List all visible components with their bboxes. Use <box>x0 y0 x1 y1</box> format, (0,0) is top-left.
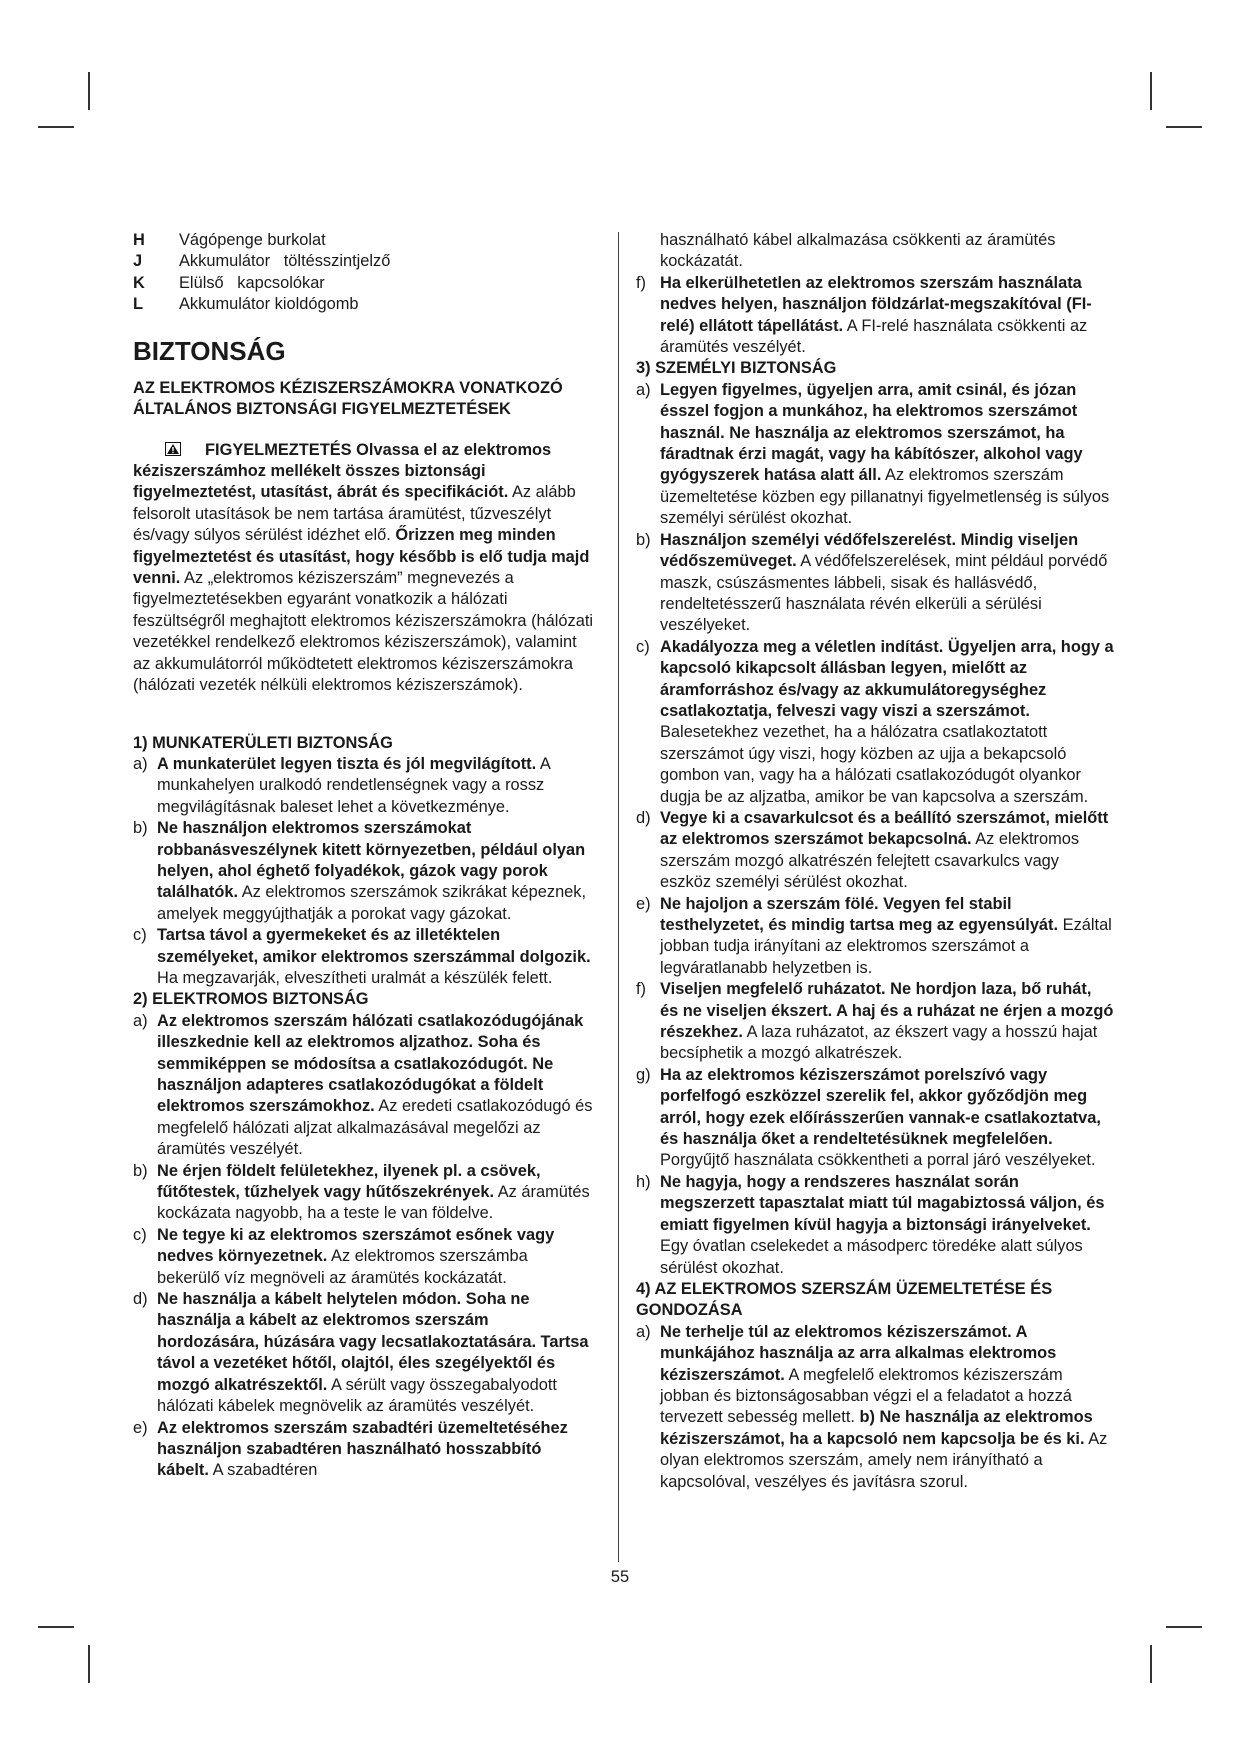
item-bold-text: Legyen figyelmes, ügyeljen arra, amit csinál, és józan ésszel fogjon a munkához, ha elektromos szerszámot használ. Ne használja az elektromos szerszámot, ha fáradtnak érzi magát, vagy ha kábítószer, alkohol vagy gyógyszerek hatása alatt áll. <box>660 380 1083 485</box>
item-label: b) <box>636 530 651 549</box>
item-bold-text: Vegye ki a csavarkulcsot és a beállító szerszámot, mielőtt az elektromos szerszámot bekapcsolná. <box>660 808 1109 849</box>
item-text: A megfelelő elektromos kéziszerszám jobban és biztonságosabban végzi el a feladatot a hozzá tervezett sebesség mellett. <box>660 1365 1072 1427</box>
crop-mark <box>38 126 74 128</box>
warning-paragraph <box>133 440 595 697</box>
item-label: g) <box>636 1065 651 1084</box>
item-text: Egy óvatlan cselekedet a másodperc töredéke alatt súlyos sérülést okozhat. <box>660 1237 1083 1277</box>
item-bold-text: Ne használja a kábelt helytelen módon. Soha ne használja a kábelt az elektromos szerszám hordozására, húzására vagy lecsatlakoztatására. Tartsa távol a vezetéket hőtől, olajtól, éles szegélyektől és mozgó alkatrészektől. <box>157 1290 589 1394</box>
list-item <box>636 979 1114 1065</box>
list-item <box>636 808 1114 894</box>
item-text: Az elektromos szerszám mozgó alkatrészén felejtett csavarkulcs vagy eszköz személyi sérülést okozhat. <box>660 830 1080 892</box>
list-item <box>133 1011 595 1161</box>
list-item <box>133 818 595 925</box>
item-label: c) <box>133 1225 147 1244</box>
item-text: Ezáltal jobban tudja irányítani az elektromos szerszámot a legváratlanabb helyzetben is. <box>660 916 1112 977</box>
item-text: Az áramütés kockázata nagyobb, ha a teste le van földelve. <box>157 1183 590 1223</box>
legend-text: Akkumulátor töltésszintjelző <box>179 252 391 271</box>
item-text: A FI-relé használata csökkenti az áramütés veszélyét. <box>660 316 1088 357</box>
crop-mark <box>88 1645 90 1683</box>
list-item <box>133 1418 595 1482</box>
warning-triangle-icon <box>165 442 181 456</box>
item-bold-text: Akadályozza meg a véletlen indítást. Ügyeljen arra, hogy a kapcsoló kikapcsolt állásban legyen, mielőtt az áramforráshoz és/vagy az akkumulátoregységhez csatlakoztatja, felveszi vagy viszi a szerszámot. <box>660 637 1114 720</box>
legend-text: Akkumulátor kioldógomb <box>179 295 359 314</box>
legend-row <box>133 273 595 294</box>
item-bold-text: Tartsa távol a gyermekeket és az illetéktelen személyeket, amikor elektromos szerszámmal dolgozik. <box>157 926 591 966</box>
item-label: e) <box>133 1418 148 1437</box>
list-item <box>636 894 1114 980</box>
list-item <box>133 1161 595 1225</box>
legend-text: Vágópenge burkolat <box>179 231 326 249</box>
item-bold-text: Ha elkerülhetetlen az elektromos szerszám használata nedves helyen, használjon földzárlat-megszakítóval (FI-relé) ellátott tápellátást. <box>660 273 1092 335</box>
item-bold-text: Használjon személyi védőfelszerelést. Mindig viseljen védőszemüveget. <box>660 530 1079 571</box>
list-item <box>636 273 1114 359</box>
crop-mark <box>1166 126 1202 128</box>
item-text: használható kábel alkalmazása csökkenti az áramütés kockázatát. <box>660 231 1056 271</box>
item-bold-text: Ha az elektromos kéziszerszámot porelszívó vagy porfelfogó eszközzel szerelik fel, akkor győződjön meg arról, hogy ezek előírásszerűen vannak-e csatlakoztatva, és használja őket a rendeltetésüknek megfelelően. <box>660 1065 1101 1149</box>
item-bold-text: Ne terhelje túl az elektromos kéziszerszámot. A munkájához használja az arra alkalmas elektromos kéziszerszámot. <box>660 1322 1057 1384</box>
item-label: d) <box>636 808 651 827</box>
section-subheading: AZ ELEKTROMOS KÉZISZERSZÁMOKRA VONATKOZÓ ÁLTALÁNOS BIZTONSÁGI FIGYELMEZTETÉSEK <box>133 378 563 418</box>
item-text: A szabadtéren <box>208 1461 318 1480</box>
crop-mark <box>38 1626 74 1628</box>
list-item <box>133 1225 595 1289</box>
list-item <box>636 530 1114 637</box>
item-label: a) <box>636 1322 651 1341</box>
item-label: c) <box>133 926 147 945</box>
item-label: a) <box>133 1011 148 1030</box>
item-label: b) <box>133 1161 148 1180</box>
item-label: d) <box>133 1290 148 1309</box>
item-bold-text: Ne tegye ki az elektromos szerszámot esőnek vagy nedves környezetnek. <box>157 1225 555 1266</box>
item-bold-text: Ne érjen földelt felületekhez, ilyenek pl. a csövek, fűtőtestek, tűzhelyek vagy hűtőszekrények. <box>157 1161 541 1202</box>
crop-mark <box>1150 1645 1152 1683</box>
list-item <box>636 1172 1114 1279</box>
legend-letter: J <box>133 252 143 271</box>
legend-letter: K <box>133 273 145 292</box>
item-text: A laza ruházatot, az ékszert vagy a hosszú hajat becsíphetik a mozgó alkatrészek. <box>660 1023 1098 1063</box>
item-label: f) <box>636 273 647 292</box>
list-item <box>636 1322 1114 1493</box>
item-text: Az eredeti csatlakozódugó és megfelelő hálózati aljzat alkalmazásával megelőzi az áramütés veszélyét. <box>157 1097 593 1159</box>
item-text: A sérült vagy összegabalyodott hálózati kábelek megnövelik az áramütés veszélyét. <box>157 1375 557 1416</box>
legend-letter: L <box>133 295 144 314</box>
item-bold-text: Az elektromos szerszám szabadtéri üzemeltetéséhez használjon szabadtéren használható hosszabbító kábelt. <box>157 1418 568 1480</box>
item-text: Ha megzavarják, elveszítheti uralmát a készülék felett. <box>157 968 553 987</box>
item-text: Az olyan elektromos szerszám, amely nem irányítható a kapcsolóval, veszélyes és javításra szorul. <box>660 1429 1108 1491</box>
list-item <box>133 925 595 989</box>
crop-mark <box>1150 72 1152 110</box>
section-title: BIZTONSÁG <box>133 335 286 366</box>
list-item <box>133 754 595 818</box>
section-heading-personal: 3) SZEMÉLYI BIZTONSÁG <box>636 359 837 378</box>
item-text: Az elektromos szerszámok szikrákat képeznek, amelyek meggyújthatják a porokat vagy gázokat. <box>157 883 587 923</box>
warning-text: Az alább felsorolt utasítások be nem tartása áramütést, tűzveszélyt és/vagy súlyos sérülést idézhet elő. <box>133 483 576 545</box>
item-bold-text: Ne hajoljon a szerszám fölé. Vegyen fel stabil testhelyzetet, és mindig tartsa meg az egyensúlyát. <box>660 894 1059 934</box>
item-bold-text: A munkaterület legyen tiszta és jól megvilágított. <box>157 754 537 773</box>
warning-bold-text: Őrizzen meg minden figyelmeztetést és utasítást, hogy később is elő tudja majd venni. <box>133 526 590 588</box>
section-heading-operation: 4) AZ ELEKTROMOS SZERSZÁM ÜZEMELTETÉSE ÉS GONDOZÁSA <box>636 1279 1053 1320</box>
crop-mark <box>88 72 90 110</box>
item-label: a) <box>133 754 148 773</box>
item-text: A védőfelszerelések, mint például porvédő maszk, csúszásmentes lábbeli, sisak és hallásvédő, rendeltetésszerű használata révén elkerüli a sérülési veszélyeket. <box>660 552 1108 635</box>
item-text: A munkahelyen uralkodó rendetlenségnek vagy a rossz megvilágításnak baleset lehet a következménye. <box>157 754 550 816</box>
item-bold-text: b) Ne használja az elektromos kéziszerszámot, ha a kapcsoló nem kapcsolja be és ki. <box>660 1408 1093 1448</box>
item-bold-text: Ne használjon elektromos szerszámokat robbanásveszélynek kitett környezetben, például olyan helyen, ahol éghető folyadékok, gázok vagy porok találhatók. <box>157 819 586 902</box>
warning-text: Az „elektromos kéziszerszám” megnevezés a figyelmeztetésekben egyaránt vonatkozik a hálózati feszültségről meghajtott elektromos kéziszerszámokra (hálózati vezetékkel rendelkező elektromos kéziszerszámok), valamint az akkumulátorról működtetett elektromos kéziszerszámokra (hálózati vezeték nélküli elektromos kéziszerszámok). <box>133 569 594 695</box>
column-divider <box>618 232 619 1562</box>
legend-row <box>133 294 595 315</box>
item-text: Balesetekhez vezethet, ha a hálózatra csatlakoztatott szerszámot úgy viszi, hogy közben az ujja a bekapcsoló gombon van, vagy ha a hálózati csatlakozódugót olyankor dugja be az aljzatba, amikor be van kapcsolva a szerszám. <box>660 723 1089 806</box>
item-label: f) <box>636 980 647 999</box>
list-item <box>636 637 1114 808</box>
section-heading-work-area: 1) MUNKATERÜLETI BIZTONSÁG <box>133 733 393 752</box>
item-bold-text: Az elektromos szerszám hálózati csatlakozódugójának illeszkednie kell az elektromos aljzathoz. Soha és semmiképpen se módosítsa a csatlakozódugót. Ne használjon adapteres csatlakozódugókat a földelt elektromos szerszámokhoz. <box>157 1011 584 1116</box>
item-bold-text: Ne hagyja, hogy a rendszeres használat során megszerzett tapasztalat miatt túl magabiztossá váljon, és emiatt figyelmen kívül hagyja a biztonsági irányelveket. <box>660 1172 1105 1234</box>
warning-bold-text: FIGYELMEZTETÉS Olvassa el az elektromos kéziszerszámhoz mellékelt összes biztonsági figyelmeztetést, utasítást, ábrát és specifikációt. <box>133 440 552 502</box>
item-label: b) <box>133 819 148 838</box>
parts-legend <box>133 230 595 316</box>
legend-text: Elülső kapcsolókar <box>179 273 325 292</box>
item-text: Porgyűjtő használata csökkentheti a porral járó veszélyeket. <box>660 1151 1096 1170</box>
item-label: a) <box>636 380 651 399</box>
list-item-continuation <box>636 230 1114 273</box>
item-bold-text: Viseljen megfelelő ruházatot. Ne hordjon laza, bő ruhát, és ne viseljen ékszert. A haj és a ruházat ne érjen a mozgó részekhez. <box>660 980 1114 1042</box>
item-label: e) <box>636 894 651 913</box>
item-label: h) <box>636 1172 651 1191</box>
section-heading-electrical: 2) ELEKTROMOS BIZTONSÁG <box>133 990 369 1009</box>
list-item <box>636 1065 1114 1172</box>
item-label: c) <box>636 637 650 656</box>
item-text: Az elektromos szerszámba bekerülő víz megnöveli az áramütés kockázatát. <box>157 1247 528 1287</box>
list-item <box>133 1289 595 1417</box>
legend-letter: H <box>133 231 145 249</box>
page-number: 55 <box>610 1568 630 1586</box>
item-text: Az elektromos szerszám üzemeltetése közben egy pillanatnyi figyelmetlenség is súlyos személyi sérülést okozhat. <box>660 466 1110 528</box>
legend-row <box>133 251 595 272</box>
left-column <box>133 230 595 1482</box>
list-item <box>636 380 1114 530</box>
crop-mark <box>1166 1626 1202 1628</box>
legend-row <box>133 230 595 251</box>
right-column <box>636 230 1114 1493</box>
